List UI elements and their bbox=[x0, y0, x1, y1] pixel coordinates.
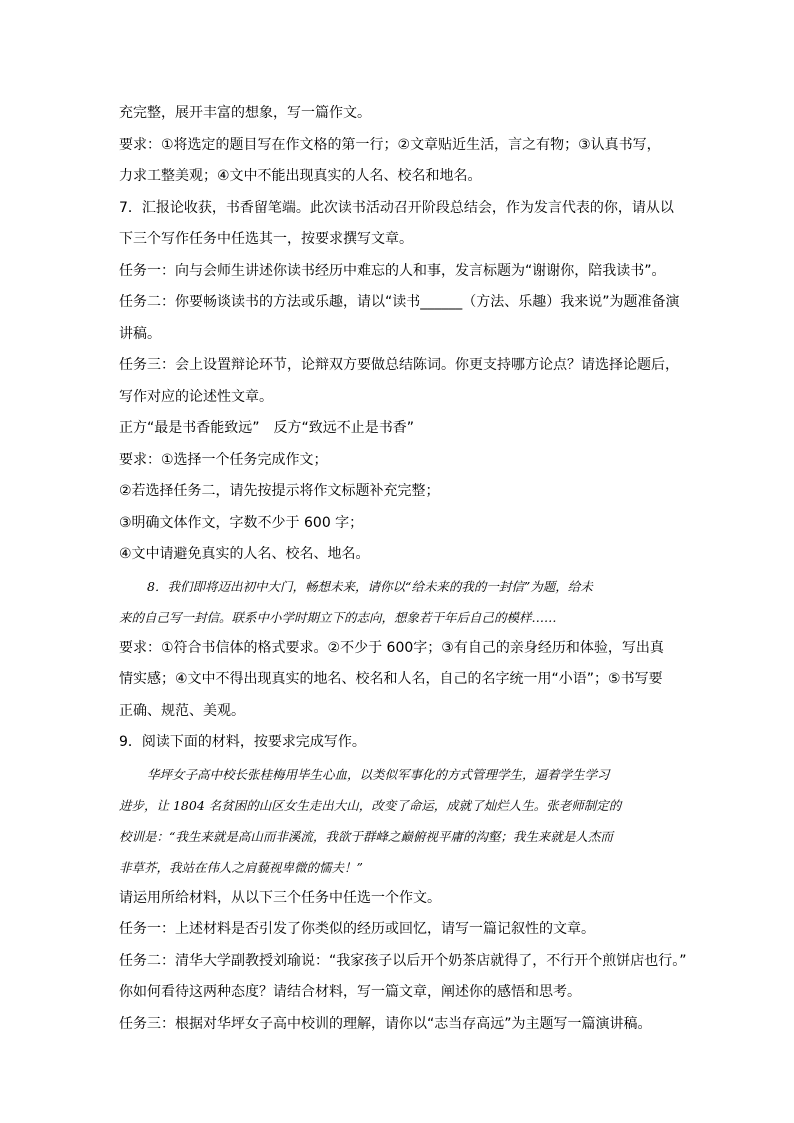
material-line: 华坪女子高中校长张桂梅用毕生心血，以类似军事化的方式管理学生，逼着学生学习 bbox=[147, 766, 610, 782]
question-9-line: 9．阅读下面的材料，按要求完成写作。 bbox=[119, 734, 366, 750]
material-line: 进步，让 1804 名贫困的山区女生走出大山，改变了命运，成就了灿烂人生。张老师制定的 bbox=[119, 797, 622, 813]
requirement-line: 要求：①符合书信体的格式要求。②不少于 600字；③有自己的亲身经历和体验，写出真 bbox=[119, 639, 664, 656]
requirement-line: ②若选择任务二，请先按提示将作文标题补充完整； bbox=[119, 483, 440, 499]
requirement-line: 情实感；④文中不得出现真实的地名、校名和人名，自己的名字统一用“小语”；⑤书写要 bbox=[119, 671, 663, 687]
text-line: 下三个写作任务中任选其一，按要求撰写文章。 bbox=[119, 231, 413, 247]
document-page bbox=[119, 98, 689, 1040]
question-8-line: 8．我们即将迈出初中大门，畅想未来，请你以“给未来的我的一封信”为题，给未 bbox=[147, 578, 593, 594]
task-2-line: 任务二：清华大学副教授刘瑜说：“我家孩子以后开个奶茶店就得了，不行开个煎饼店也行。” bbox=[119, 952, 687, 969]
text-line: 写作对应的论述性文章。 bbox=[119, 388, 273, 405]
material-line: 校训是：“我生来就是高山而非溪流，我欲于群峰之巅俯视平庸的沟壑；我生来就是人杰而 bbox=[119, 828, 613, 844]
task-3-line: 任务三：根据对华坪女子高中校训的理解，请你以“志当存高远”为主题写一篇演讲稿。 bbox=[119, 1015, 652, 1032]
task-3-line: 任务三：会上设置辩论环节，论辩双方要做总结陈词。你更支持哪方论点？请选择论题后， bbox=[119, 357, 679, 373]
debate-topics-line: 正方“最是书香能致远” 反方“致远不止是书香” bbox=[119, 420, 415, 436]
text-line: 力求工整美观；④文中不能出现真实的人名、校名和地名。 bbox=[119, 168, 482, 184]
requirement-line: 正确、规范、美观。 bbox=[119, 702, 245, 719]
question-7-line: 7．汇报论收获，书香留笔端。此次读书活动召开阶段总结会，作为发言代表的你，请从以 bbox=[119, 199, 674, 216]
text-line: 你如何看待这两种态度？请结合材料，写一篇文章，阐述你的感悟和思考。 bbox=[119, 984, 581, 1000]
text-line: 讲稿。 bbox=[119, 325, 161, 342]
task-1-line: 任务一：向与会师生讲述你读书经历中难忘的人和事，发言标题为“谢谢你，陪我读书”。 bbox=[119, 262, 666, 279]
text-line: 充完整，展开丰富的想象，写一篇作文。 bbox=[119, 105, 371, 121]
material-line: 非草芥，我站在伟人之肩藐视卑微的懦夫！” bbox=[119, 859, 363, 875]
requirement-line: 要求：①选择一个任务完成作文； bbox=[119, 451, 328, 468]
requirement-line: ③明确文体作文，字数不少于 600 字； bbox=[119, 514, 364, 531]
requirement-line: ④文中请避免真实的人名、校名、地名。 bbox=[119, 546, 370, 562]
task-1-line: 任务一：上述材料是否引发了你类似的经历或回忆，请写一篇记叙性的文章。 bbox=[119, 921, 595, 937]
task-2-line: 任务二：你要畅谈读书的方法或乐趣，请以“读书______（方法、乐趣）我来说”为题准备演 bbox=[119, 294, 680, 310]
text-line: 请运用所给材料，从以下三个任务中任选一个作文。 bbox=[119, 889, 441, 906]
text-line: 要求：①将选定的题目写在作文格的第一行；②文章贴近生活，言之有物；③认真书写， bbox=[119, 136, 661, 153]
text-line: 来的自己写一封信。联系中小学时期立下的志向，想象若干年后自己的模样…… bbox=[119, 609, 557, 625]
